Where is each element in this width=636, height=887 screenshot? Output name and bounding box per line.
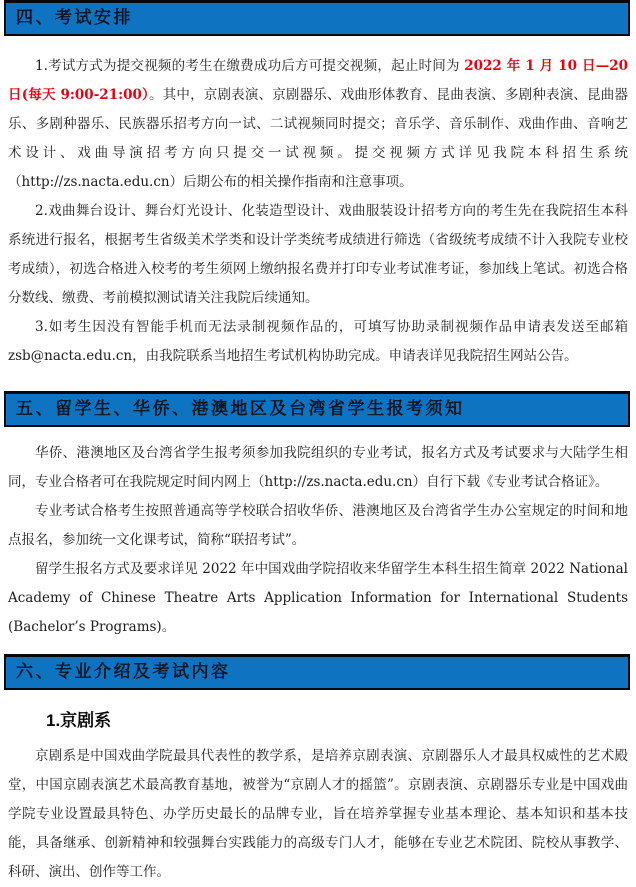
text-run: 。其中，京剧表演、京剧器乐、戏曲形体教育、昆曲表演、多剧种表演、昆曲器乐、多剧种器乐、民族器乐招考方向一试、二试视频同时提交；音乐学、音乐制作、戏曲作曲、音响艺术设计、戏曲导演招考方向只提交一试视频。提交视频方式详见我院本科招生系统（http://zs.nacta.edu.cn）后期公布的相关操作指南和注意事项。 [8, 87, 628, 190]
section-body-majors-exam-content [0, 690, 636, 887]
paragraph-design-majors: 2.戏曲舞台设计、舞台灯光设计、化装造型设计、戏曲服装设计招考方向的考生先在我院招生本科系统进行报名，根据考生省级美术学类和设计学类统考成绩进行筛选（省级统考成绩不计入我院专业校考成绩），初选合格进入校考的考生须网上缴纳报名费并打印专业考试准考证，参加线上笔试。初选合格分数线、缴费、考前模拟测试请关注我院后续通知。 [8, 203, 628, 306]
section-body-exam-arrangement [0, 36, 636, 371]
subheading-peking-opera-department: 1.京剧系 [46, 711, 112, 730]
paragraph-joint-enrollment: 专业考试合格考生按照普通高等学校联合招收华侨、港澳地区及台湾省学生办公室规定的时间和地点报名，参加统一文化课考试，简称“联招考试”。 [8, 503, 628, 548]
section-heading-overseas-students: 五、留学生、华侨、港澳地区及台湾省学生报考须知 [4, 391, 630, 427]
text-run: 1.考试方式为提交视频的考生在缴费成功后方可提交视频，起止时间为 [35, 58, 465, 74]
paragraph-hmt-students: 华侨、港澳地区及台湾省学生报考须参加我院组织的专业考试，报名方式及考试要求与大陆学生相同，专业合格者可在我院规定时间内网上（http://zs.nacta.edu.cn）自行下载《专业考试合格证》。 [8, 445, 628, 490]
paragraph-international-students: 留学生报名方式及要求详见 2022 年中国戏曲学院招收来华留学生本科生招生简章 2022 National Academy of Chinese Theatre Arts Application Information for International Students (Bachelor’s Programs)。 [8, 561, 628, 635]
paragraph-video-submission [8, 52, 628, 197]
highlight-exam-date-range: 2022 年 1 月 10 日—20 日(每天 9:00-21:00） [8, 58, 628, 103]
paragraph-no-smartphone: 3.如考生因没有智能手机而无法录制视频作品的，可填写协助录制视频作品申请表发送至邮箱 zsb@nacta.edu.cn，由我院联系当地招生考试机构协助完成。申请表详见我院招生网站公告。 [8, 319, 628, 364]
paragraph-peking-opera-intro: 京剧系是中国戏曲学院最具代表性的教学系，是培养京剧表演、京剧器乐人才最具权威性的艺术殿堂，中国京剧表演艺术最高教育基地，被誉为“京剧人才的摇篮”。京剧表演、京剧器乐专业是中国戏曲学院专业设置最具特色、办学历史最长的品牌专业，旨在培养掌握专业基本理论、基本知识和基本技能，具备继承、创新精神和较强舞台实践能力的高级专门人才，能够在专业艺术院团、院校从事教学、科研、演出、创作等工作。 [8, 748, 628, 880]
section-heading-exam-arrangement: 四、考试安排 [4, 0, 630, 36]
section-body-overseas-students [0, 427, 636, 642]
section-heading-majors-exam-content: 六、专业介绍及考试内容 [4, 654, 630, 690]
